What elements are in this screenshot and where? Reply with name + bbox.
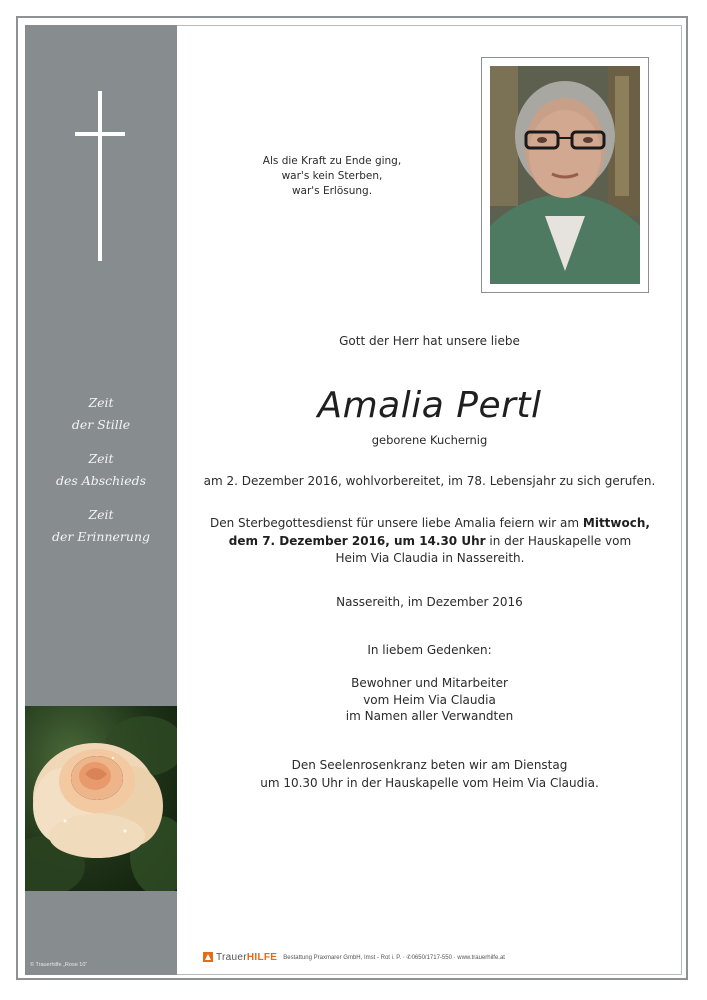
rose-image bbox=[25, 706, 177, 891]
footer-logo bbox=[216, 952, 277, 963]
rosary-line: Den Seelenrosenkranz beten wir am Dienstag bbox=[291, 758, 568, 772]
image-copyright: © Trauerhilfe „Rose 10“ bbox=[30, 962, 88, 968]
mourners-list bbox=[177, 675, 682, 725]
memorial-quote bbox=[232, 154, 432, 199]
service-day: Mittwoch, bbox=[582, 516, 650, 530]
place-date: Nassereith, im Dezember 2016 bbox=[336, 595, 523, 609]
quote-line: Als die Kraft zu Ende ging, bbox=[262, 155, 402, 167]
quote-line: war's kein Sterben, bbox=[281, 170, 383, 182]
verse-line: der Stille bbox=[71, 416, 131, 432]
maiden-name: geborene Kuchernig bbox=[371, 433, 488, 447]
verse-line: Zeit bbox=[88, 395, 114, 410]
mourner-line: vom Heim Via Claudia bbox=[363, 692, 496, 707]
mourner-line: im Namen aller Verwandten bbox=[345, 709, 514, 723]
service-line-2 bbox=[190, 533, 670, 551]
sidebar-verses bbox=[25, 392, 177, 560]
service-text: Den Sterbegottesdienst für unsere liebe Amalia feiern wir am bbox=[210, 516, 583, 530]
verse-group bbox=[25, 504, 177, 547]
verse-line: der Erinnerung bbox=[51, 528, 151, 544]
portrait-photo bbox=[490, 66, 640, 284]
footer-info: Bestattung Praxmarer GmbH, Imst - Rot i. P. · ✆0650/1717-550 · www.trauerhilfe.at bbox=[283, 954, 505, 961]
service-text: in der Hauskapelle vom bbox=[485, 533, 632, 548]
memory-heading: In liebem Gedenken: bbox=[367, 643, 492, 657]
service-datetime: dem 7. Dezember 2016, um 14.30 Uhr bbox=[228, 533, 486, 548]
mourner-line: Bewohner und Mitarbeiter bbox=[351, 676, 508, 690]
verse-line: Zeit bbox=[88, 451, 114, 466]
verse-line: des Abschieds bbox=[55, 472, 147, 488]
death-notice: am 2. Dezember 2016, wohlvorbereitet, im 78. Lebensjahr zu sich gerufen. bbox=[203, 474, 656, 488]
service-line-3: Heim Via Claudia in Nassereith. bbox=[335, 551, 525, 565]
verse-line: Zeit bbox=[88, 507, 114, 522]
service-line-1 bbox=[190, 515, 670, 533]
deceased-name: Amalia Pertl bbox=[317, 385, 542, 426]
logo-part-1: Trauer bbox=[216, 951, 247, 963]
verse-group bbox=[25, 448, 177, 491]
logo-part-2: HILFE bbox=[246, 951, 278, 963]
rosary-notice bbox=[177, 756, 682, 792]
quote-line: war's Erlösung. bbox=[291, 185, 373, 197]
footer bbox=[203, 950, 505, 964]
cross-icon bbox=[25, 88, 177, 263]
intro-text: Gott der Herr hat unsere liebe bbox=[339, 334, 520, 348]
funeral-service-text bbox=[190, 515, 670, 568]
trauerhilfe-logo-icon bbox=[203, 952, 213, 962]
rosary-line: um 10.30 Uhr in der Hauskapelle vom Heim Via Claudia. bbox=[260, 776, 599, 790]
verse-group bbox=[25, 392, 177, 435]
